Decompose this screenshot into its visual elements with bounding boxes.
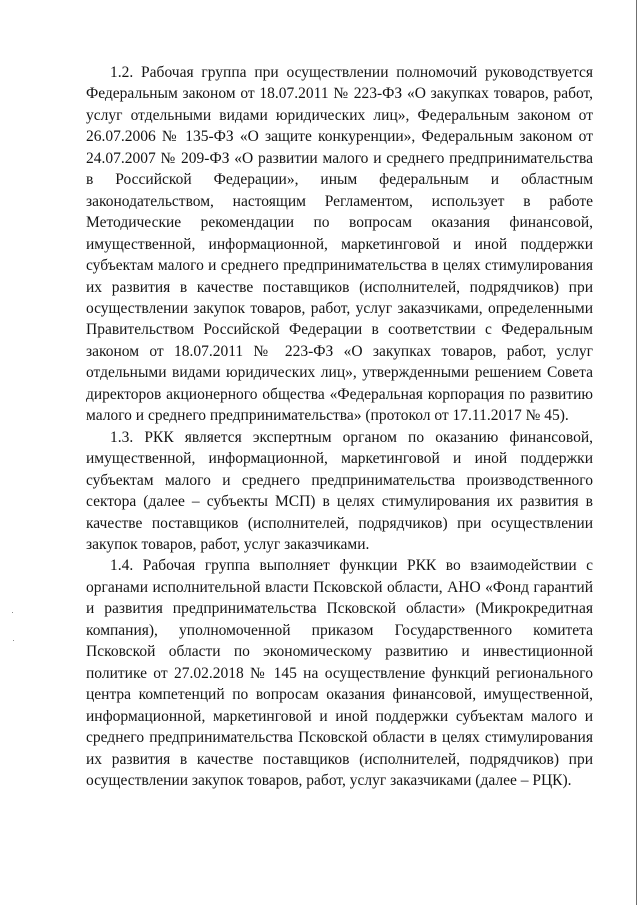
paragraph-1-3: 1.3. РКК является экспертным органом по оказанию финансовой, имущественной, информационной, маркетинговой и иной поддержки субъектам малого и среднего предпринимательства производственного сектора (далее – субъекты МСП) в целях стимулирования их развития в качестве поставщиков (исполнителей, подрядчиков) при осуществлении закупок товаров, работ, услуг заказчиками.: [86, 428, 593, 553]
scan-right-edge: [636, 0, 637, 905]
paragraph-1-2: 1.2. Рабочая группа при осуществлении полномочий руководствуется Федеральным законом от 18.07.2011 № 223-ФЗ «О закупках товаров, работ, услуг отдельными видами юридических лиц», Федеральным законом от 26.07.2006 № 135-ФЗ «О защите конкуренции», Федеральным законом от 24.07.2007 № 209-ФЗ «О развитии малого и среднего предпринимательства в Российской Федерации», иным федеральным и областным законодательством, настоящим Регламентом, использует в работе Методические рекомендации по вопросам оказания финансовой, имущественной, информационной, маркетинговой и иной поддержки субъектам малого и среднего предпринимательства в целях стимулирования их развития в качестве поставщиков (исполнителей, подрядчиков) при осуществлении закупок товаров, работ, услуг заказчиками, определенными Правительством Российской Федерации в соответствии с Федеральным законом от 18.07.2011 № 223-ФЗ «О закупках товаров, работ, услуг отдельными видами юридических лиц», утвержденными решением Совета директоров акционерного общества «Федеральная корпорация по развитию малого и среднего предпринимательства» (протокол от 17.11.2017 № 45).: [86, 64, 593, 425]
document-body: [86, 62, 593, 791]
scan-speck: [12, 612, 13, 613]
paragraph-1-4: 1.4. Рабочая группа выполняет функции РКК во взаимодействии с органами исполнительной власти Псковской области, АНО «Фонд гарантий и развития предпринимательства Псковской области» (Микрокредитная компания), уполномоченной приказом Государственного комитета Псковской области по экономическому развитию и инвестиционной политике от 27.02.2018 № 145 на осуществление функций регионального центра компетенций по вопросам оказания финансовой, имущественной, информационной, маркетинговой и иной поддержки субъектам малого и среднего предпринимательства Псковской области в целях стимулирования их развития в качестве поставщиков (исполнителей, подрядчиков) при осуществлении закупок товаров, работ, услуг заказчиками (далее – РЦК).: [86, 557, 593, 789]
scan-speck: [13, 640, 14, 641]
